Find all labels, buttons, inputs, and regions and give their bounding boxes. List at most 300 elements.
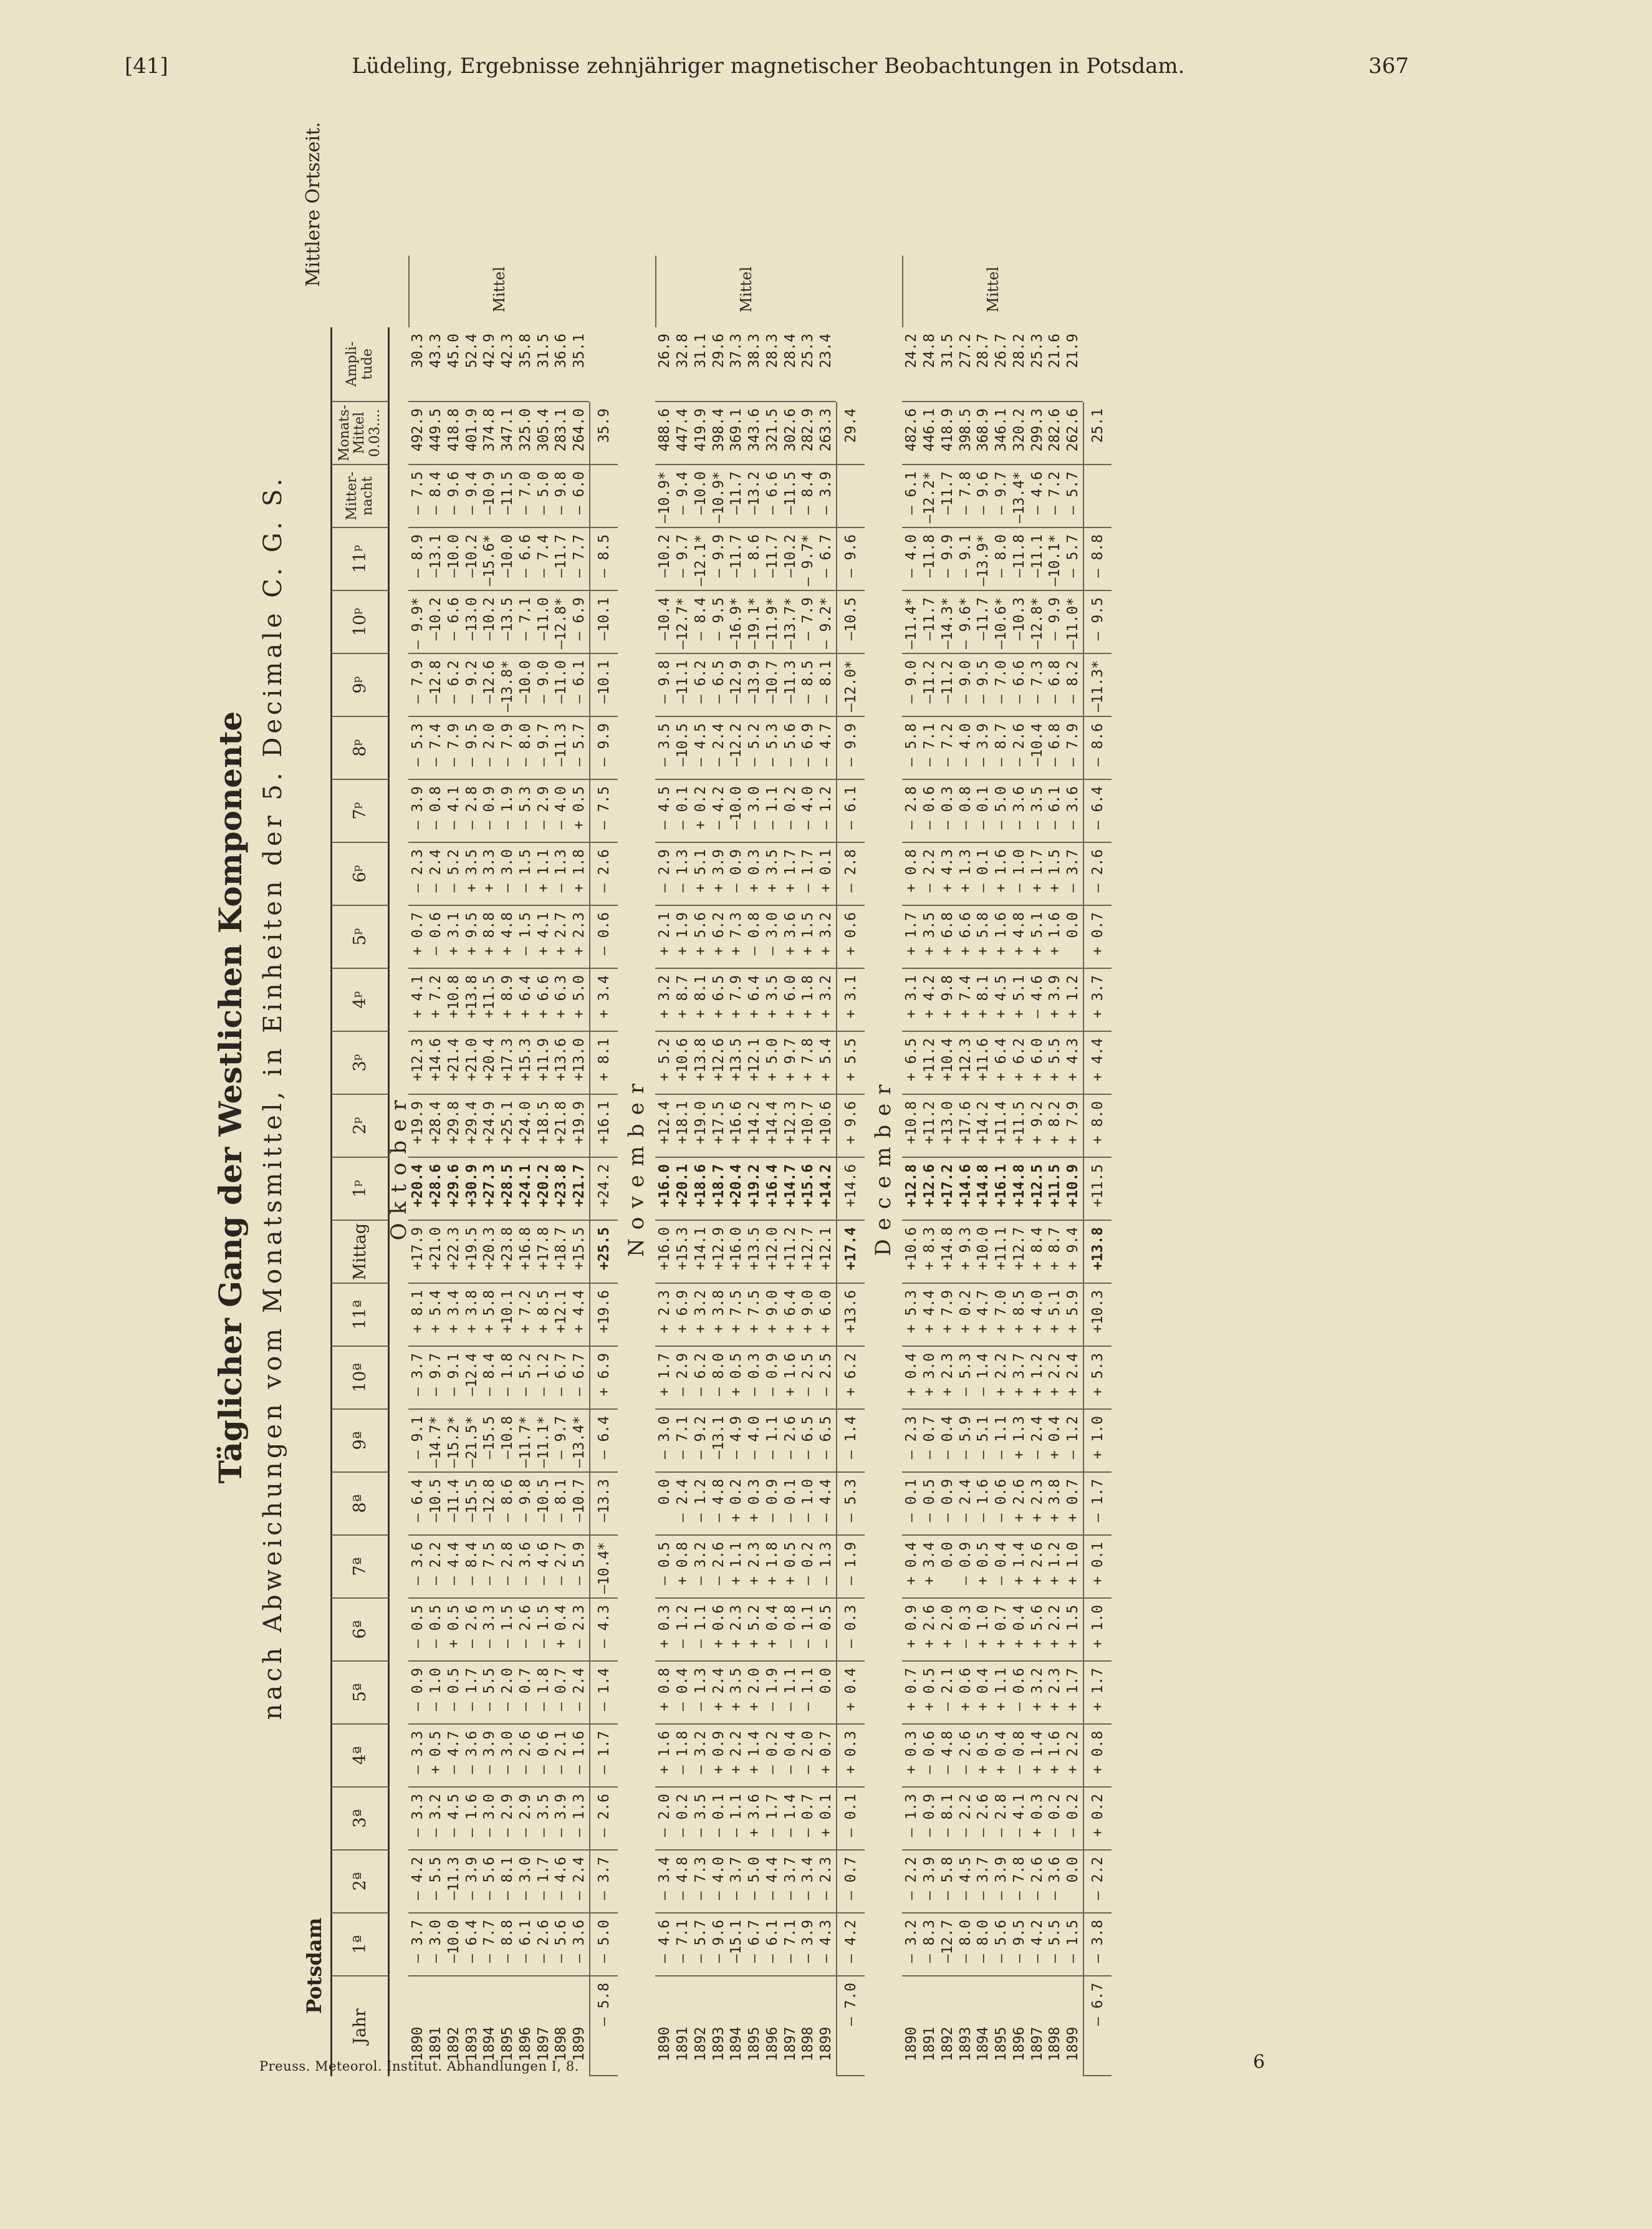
mittel-cell: — 0.7 (836, 1851, 865, 1914)
table-cell: — 7.9 (410, 660, 426, 704)
table-cell: + 7.9 (939, 1290, 956, 1334)
table-cell: — 0.4 (939, 1416, 956, 1460)
table-cell: —11.3 (445, 1857, 462, 1900)
table-cell: —11.7 (939, 471, 956, 515)
table-cell: — 3.2 (903, 1920, 920, 1963)
table-cell: —12.2 (728, 723, 745, 767)
table-cell: —13.8* (499, 660, 516, 713)
table-cell: —10.2 (481, 597, 498, 641)
mittel-label: Mittel (902, 256, 1083, 327)
table-cell: — 6.6 (1011, 660, 1027, 704)
table-cell: 321.5 (764, 408, 780, 452)
mittel-cell: —12.0* (836, 654, 865, 717)
table-cell: +12.0 (764, 1227, 780, 1271)
table-cell: + 5.2 (656, 1038, 673, 1082)
value-column (655, 843, 836, 906)
table-title: Täglicher Gang der Westlichen Komponente (212, 711, 249, 1484)
table-cell: + 1.2 (1065, 975, 1082, 1019)
table-cell: +18.7 (710, 1164, 727, 1208)
table-cell: — 7.9 (800, 597, 817, 641)
table-cell: + 7.9 (728, 975, 745, 1019)
table-cell: + 0.8 (675, 1542, 691, 1586)
table-cell: +20.4 (481, 1038, 498, 1082)
table-cell: 42.3 (499, 334, 516, 368)
table-cell: +12.9 (710, 1227, 727, 1271)
table-cell: —12.8* (553, 597, 570, 650)
table-cell: — 1.9 (764, 1668, 780, 1711)
table-cell: — 3.4 (656, 1857, 673, 1900)
table-cell: + 6.0 (1029, 1038, 1045, 1082)
table-cell: — 7.1 (675, 1920, 691, 1963)
table-cell: + 2.6 (1029, 1542, 1045, 1586)
table-cell: — 7.3 (1029, 660, 1045, 704)
table-cell: +21.0 (428, 1227, 444, 1271)
table-cell: — 3.6 (1047, 1857, 1064, 1900)
table-cell: + 0.4 (975, 1668, 992, 1711)
table-cell: — 6.2 (692, 1353, 709, 1397)
table-cell: — 3.5 (535, 1794, 552, 1837)
table-cell: +13.0 (571, 1038, 588, 1082)
table-cell: + 0.5 (428, 1731, 444, 1774)
table-cell: — 3.6 (571, 1920, 588, 1963)
table-cell: + 3.0 (921, 1353, 938, 1397)
table-cell: —11.7 (975, 597, 992, 641)
table-cell: +14.2 (746, 1101, 763, 1145)
table-cell: — 0.2 (675, 1794, 691, 1837)
table-cell: — 8.4 (800, 471, 817, 515)
table-cell: — 5.6 (481, 1857, 498, 1900)
table-cell: — 5.5 (428, 1857, 444, 1900)
table-cell: — 8.4 (428, 471, 444, 515)
table-cell: + 6.8 (939, 912, 956, 956)
table-cell: — 1.5 (517, 849, 534, 893)
table-cell: +12.4 (656, 1101, 673, 1145)
table-cell: + 9.0 (800, 1290, 817, 1334)
table-cell: + 4.1 (410, 975, 426, 1019)
table-cell: — 3.9 (921, 1857, 938, 1900)
table-cell: — 1.3 (553, 849, 570, 893)
table-cell: — 5.6 (993, 1920, 1010, 1963)
table-cell: — 1.6 (571, 1731, 588, 1774)
table-cell: +17.3 (499, 1038, 516, 1082)
table-cell: + 1.7 (656, 1353, 673, 1397)
table-cell: — 1.4 (975, 1353, 992, 1397)
table-cell: + 7.3 (728, 912, 745, 956)
table-cell: + 4.2 (921, 975, 938, 1019)
table-cell: — 2.2 (428, 1542, 444, 1586)
table-cell: — 1.9 (499, 786, 516, 830)
table-cell: + 4.7 (975, 1290, 992, 1334)
table-cell: + 2.2 (993, 1353, 1010, 1397)
value-column (902, 591, 1083, 654)
table-cell: + 3.6 (782, 912, 799, 956)
table-cell: — 4.6 (535, 1542, 552, 1586)
column-header: 10ª (330, 1347, 390, 1410)
table-cell: + 5.0 (764, 1038, 780, 1082)
table-cell: +29.8 (445, 1101, 462, 1145)
table-cell: —10.9 (481, 471, 498, 515)
table-cell: +10.6 (903, 1227, 920, 1271)
table-cell: + 0.4 (553, 1605, 570, 1649)
table-cell: + 5.1 (1029, 912, 1045, 956)
table-cell: + 2.3 (1029, 1479, 1045, 1523)
table-cell: + 0.3 (656, 1605, 673, 1649)
table-cell: +13.5 (746, 1227, 763, 1271)
year-label: 1896 (517, 2026, 534, 2061)
table-cell: — 5.9 (957, 1416, 974, 1460)
table-cell: + 8.9 (499, 975, 516, 1019)
table-cell: — 1.1 (728, 1794, 745, 1837)
table-cell: + 2.3 (939, 1353, 956, 1397)
column-header: 8ᵖ (330, 717, 390, 780)
table-cell: +11.5 (481, 975, 498, 1019)
table-cell: +17.2 (939, 1164, 956, 1208)
table-cell: — 0.7 (553, 1668, 570, 1711)
table-cell: + 8.2 (1047, 1101, 1064, 1145)
table-cell: +23.8 (553, 1164, 570, 1208)
table-cell: — 1.4 (782, 1794, 799, 1837)
table-cell: + 3.5 (728, 1668, 745, 1711)
table-cell: + 3.9 (1047, 975, 1064, 1019)
table-cell: —12.8* (1029, 597, 1045, 650)
table-cell: 449.5 (428, 408, 444, 452)
table-cell: + 8.7 (1047, 1227, 1064, 1271)
table-cell: — 7.4 (535, 534, 552, 578)
table-cell: + 3.4 (921, 1542, 938, 1586)
table-cell: —19.1* (746, 597, 763, 650)
table-cell: +23.8 (499, 1227, 516, 1271)
table-cell: — 4.1 (1011, 1794, 1027, 1837)
table-cell: 320.2 (1011, 408, 1027, 452)
table-cell: +12.6 (921, 1164, 938, 1208)
table-cell: — 1.6 (975, 1479, 992, 1523)
table-cell: + 6.2 (1011, 1038, 1027, 1082)
table-cell: — 2.0 (499, 1668, 516, 1711)
table-cell: +17.9 (410, 1227, 426, 1271)
mittel-cell: — 8.5 (589, 528, 618, 591)
table-cell: — 0.9 (921, 1794, 938, 1837)
table-cell: +28.5 (499, 1164, 516, 1208)
table-cell: — 0.5 (656, 1542, 673, 1586)
table-cell: —10.0 (692, 471, 709, 515)
mittel-cell: 35.9 (589, 402, 618, 465)
table-cell: + 0.7 (410, 912, 426, 956)
table-cell: —10.2 (782, 534, 799, 578)
mittel-cell: — 7.0 (836, 1976, 865, 2076)
table-cell: —10.0 (517, 660, 534, 704)
table-cell: + 7.2 (428, 975, 444, 1019)
mittel-cell: + 6.9 (589, 1347, 618, 1410)
table-cell: — 5.5 (1047, 1920, 1064, 1963)
table-cell: — 7.7 (481, 1920, 498, 1963)
table-cell: — 4.5 (656, 786, 673, 830)
table-cell: + 1.8 (764, 1542, 780, 1586)
table-cell: — 4.0 (903, 534, 920, 578)
table-cell: 492.9 (410, 408, 426, 452)
table-cell: 28.7 (975, 334, 992, 368)
table-cell: — 7.8 (1011, 1857, 1027, 1900)
table-cell: +12.5 (1029, 1164, 1045, 1208)
table-cell: + 3.8 (463, 1290, 480, 1334)
table-cell: + 0.6 (957, 1668, 974, 1711)
table-cell: 446.1 (921, 408, 938, 452)
year-label: 1898 (800, 2026, 817, 2061)
table-cell: — 5.5 (481, 1668, 498, 1711)
value-column (902, 843, 1083, 906)
table-cell: — 2.6 (975, 1794, 992, 1837)
table-cell: 25.3 (800, 334, 817, 368)
table-cell: + 2.3 (1047, 1668, 1064, 1711)
table-cell: — 1.3 (903, 1794, 920, 1837)
table-cell: 343.6 (746, 408, 763, 452)
table-cell: — 0.5 (428, 1605, 444, 1649)
mittel-cell: — 2.6 (1083, 843, 1112, 906)
table-cell: 27.2 (957, 334, 974, 368)
table-cell: — 2.6 (463, 1605, 480, 1649)
table-cell: — 6.5 (818, 1416, 835, 1460)
table-cell: 0.0 (939, 1542, 956, 1568)
table-cell: — 7.9 (445, 723, 462, 767)
table-cell: — 0.2 (782, 786, 799, 830)
value-column (655, 591, 836, 654)
value-column (408, 1158, 589, 1221)
table-cell: +22.3 (445, 1227, 462, 1271)
table-cell: — 1.1 (764, 1416, 780, 1460)
table-cell: — 9.6 (445, 471, 462, 515)
table-cell: —10.0 (499, 534, 516, 578)
table-cell: — 5.3 (517, 786, 534, 830)
table-cell: — 0.9 (764, 1479, 780, 1523)
table-cell: — 1.5 (535, 1605, 552, 1649)
table-cell: — 7.9 (1065, 723, 1082, 767)
table-cell: +24.0 (517, 1101, 534, 1145)
mittel-cell: — 1.4 (836, 1410, 865, 1473)
mittel-cell: — 0.1 (836, 1788, 865, 1851)
mittel-cell: — 9.6 (836, 528, 865, 591)
value-column (655, 1221, 836, 1284)
table-cell: — 4.4 (818, 1479, 835, 1523)
table-cell: — 2.3 (818, 1857, 835, 1900)
table-cell: — 0.1 (903, 1479, 920, 1523)
table-cell: +14.2 (818, 1164, 835, 1208)
table-cell: +20.3 (481, 1227, 498, 1271)
table-cell: 35.1 (571, 334, 588, 368)
value-column (408, 1536, 589, 1599)
table-cell: — 4.2 (1029, 1920, 1045, 1963)
table-cell: + 4.4 (571, 1290, 588, 1334)
value-column (408, 1788, 589, 1851)
table-cell: 418.8 (445, 408, 462, 452)
table-cell: + 6.5 (710, 975, 727, 1019)
mittel-label: Mittel (655, 256, 836, 327)
table-cell: + 1.5 (1047, 849, 1064, 893)
table-cell: — 8.4 (481, 1353, 498, 1397)
year-label: 1892 (692, 2026, 709, 2061)
column-header: 1ᵖ (330, 1158, 390, 1221)
value-column (655, 1851, 836, 1914)
table-cell: +10.4 (939, 1038, 956, 1082)
table-cell: 23.4 (818, 334, 835, 368)
value-column (655, 906, 836, 969)
table-cell: + 0.7 (993, 1605, 1010, 1649)
table-cell: — 7.3 (692, 1857, 709, 1900)
table-cell: + 1.7 (1065, 1668, 1082, 1711)
mittel-cell: — 3.8 (1083, 1914, 1112, 1976)
table-cell: +29.4 (463, 1101, 480, 1145)
table-cell: + 3.5 (764, 975, 780, 1019)
table-cell: — 0.8 (746, 912, 763, 956)
table-cell: — 1.0 (428, 1668, 444, 1711)
table-cell: — 1.7 (535, 1857, 552, 1900)
value-column (902, 1725, 1083, 1788)
table-cell: —13.1 (428, 534, 444, 578)
table-cell: —10.5 (535, 1479, 552, 1523)
table-cell: —11.7 (728, 534, 745, 578)
table-cell: — 2.8 (463, 786, 480, 830)
value-column (655, 465, 836, 528)
table-cell: —11.8 (921, 534, 938, 578)
table-cell: — 2.1 (553, 1731, 570, 1774)
value-column (408, 1032, 589, 1095)
table-cell: — 3.3 (410, 1731, 426, 1774)
table-cell: +24.9 (481, 1101, 498, 1145)
table-cell: — 3.5 (1029, 786, 1045, 830)
table-cell: —11.1 (1029, 534, 1045, 578)
table-cell: + 9.0 (764, 1290, 780, 1334)
value-column (655, 969, 836, 1032)
table-cell: 52.4 (463, 334, 480, 368)
mittel-label: Mittel (408, 256, 589, 327)
table-cell: — 5.2 (746, 723, 763, 767)
mittel-cell: +16.1 (589, 1095, 618, 1158)
table-cell: + 1.9 (675, 912, 691, 956)
mittel-cell: — 2.6 (589, 1788, 618, 1851)
table-cell: — 7.5 (410, 471, 426, 515)
table-cell: + 2.6 (1011, 1479, 1027, 1523)
table-cell: —11.2 (921, 660, 938, 704)
table-cell: 264.0 (571, 408, 588, 452)
table-cell: + 0.1 (818, 849, 835, 893)
table-cell: + 3.2 (1029, 1668, 1045, 1711)
mittel-cell: + 9.6 (836, 1095, 865, 1158)
table-cell: + 7.8 (800, 1038, 817, 1082)
table-cell: +14.6 (957, 1164, 974, 1208)
table-cell: — 4.6 (553, 1857, 570, 1900)
table-cell: + 0.4 (903, 1353, 920, 1397)
table-cell: — 0.8 (428, 786, 444, 830)
table-cell: +28.6 (428, 1164, 444, 1208)
table-cell: — 4.2 (710, 786, 727, 830)
column-header: Jahr (330, 1976, 390, 2076)
table-cell: — 6.1 (764, 1920, 780, 1963)
table-cell: —12.1* (692, 534, 709, 587)
table-cell: — 1.2 (692, 1479, 709, 1523)
value-column (902, 654, 1083, 717)
table-cell: + 5.5 (1047, 1038, 1064, 1082)
column-header: 7ᵖ (330, 780, 390, 843)
table-cell: + 8.5 (535, 1290, 552, 1334)
table-cell: +10.1 (499, 1290, 516, 1334)
table-cell: + 1.5 (800, 912, 817, 956)
table-cell: — 7.0 (517, 471, 534, 515)
mittel-cell: — 2.8 (836, 843, 865, 906)
year-column (902, 1976, 1083, 2076)
mittel-cell (1083, 465, 1112, 528)
table-cell: —13.7* (782, 597, 799, 650)
value-column (408, 906, 589, 969)
table-cell: + 0.7 (1065, 1479, 1082, 1523)
table-cell: + 3.2 (818, 912, 835, 956)
value-column (655, 1410, 836, 1473)
year-label: 1890 (410, 2026, 426, 2061)
table-cell: + 1.6 (1047, 912, 1064, 956)
table-cell: +19.9 (571, 1101, 588, 1145)
year-label: 1892 (939, 2026, 956, 2061)
table-cell: +12.1 (746, 1038, 763, 1082)
mittel-cell: + 8.0 (1083, 1095, 1112, 1158)
table-cell: — 1.8 (499, 1353, 516, 1397)
table-cell: + 0.2 (728, 1479, 745, 1523)
table-cell: 35.8 (517, 334, 534, 368)
table-cell: — 3.5 (692, 1794, 709, 1837)
table-cell: + 5.8 (481, 1290, 498, 1334)
table-cell: + 1.0 (1065, 1542, 1082, 1586)
table-cell: — 1.1 (782, 1668, 799, 1711)
table-cell: — 0.4 (675, 1668, 691, 1711)
table-cell: — 7.9 (499, 723, 516, 767)
value-column (408, 717, 589, 780)
table-cell: + 8.1 (410, 1290, 426, 1334)
table-cell: — 5.8 (939, 1857, 956, 1900)
table-cell: +16.1 (993, 1164, 1010, 1208)
table-cell: + 2.0 (746, 1668, 763, 1711)
table-cell: —11.1 (675, 660, 691, 704)
table-cell: 282.9 (800, 408, 817, 452)
table-cell: + 1.7 (1029, 849, 1045, 893)
table-cell: +16.0 (656, 1227, 673, 1271)
table-cell: +21.8 (553, 1101, 570, 1145)
mittel-cell: — 8.6 (1083, 717, 1112, 780)
value-column (655, 1914, 836, 1976)
table-cell: + 2.2 (728, 1731, 745, 1774)
table-cell: +25.1 (499, 1101, 516, 1145)
mittel-cell: — 6.1 (836, 780, 865, 843)
table-cell: — 3.6 (463, 1731, 480, 1774)
table-cell: 369.1 (728, 408, 745, 452)
table-cell: — 2.9 (499, 1794, 516, 1837)
mittel-cell: —10.1 (589, 591, 618, 654)
table-cell: — 4.0 (553, 786, 570, 830)
table-cell: + 0.1 (818, 1794, 835, 1837)
value-column (408, 654, 589, 717)
table-cell: + 4.3 (1065, 1038, 1082, 1082)
table-cell: — 0.9 (957, 1542, 974, 1586)
table-cell: +12.3 (957, 1038, 974, 1082)
table-cell: —12.2* (921, 471, 938, 524)
year-label: 1895 (746, 2026, 763, 2061)
table-cell: — 5.7 (1065, 534, 1082, 578)
year-label: 1895 (499, 2026, 516, 2061)
mittel-cell: + 0.2 (1083, 1788, 1112, 1851)
table-cell: — 4.4 (445, 1542, 462, 1586)
table-cell: + 7.0 (993, 1290, 1010, 1334)
table-cell: +13.0 (939, 1101, 956, 1145)
table-cell: 346.1 (993, 408, 1010, 452)
table-cell: — 8.0 (993, 534, 1010, 578)
value-column (408, 1410, 589, 1473)
table-cell: — 2.4 (710, 723, 727, 767)
table-cell: —10.5 (675, 723, 691, 767)
